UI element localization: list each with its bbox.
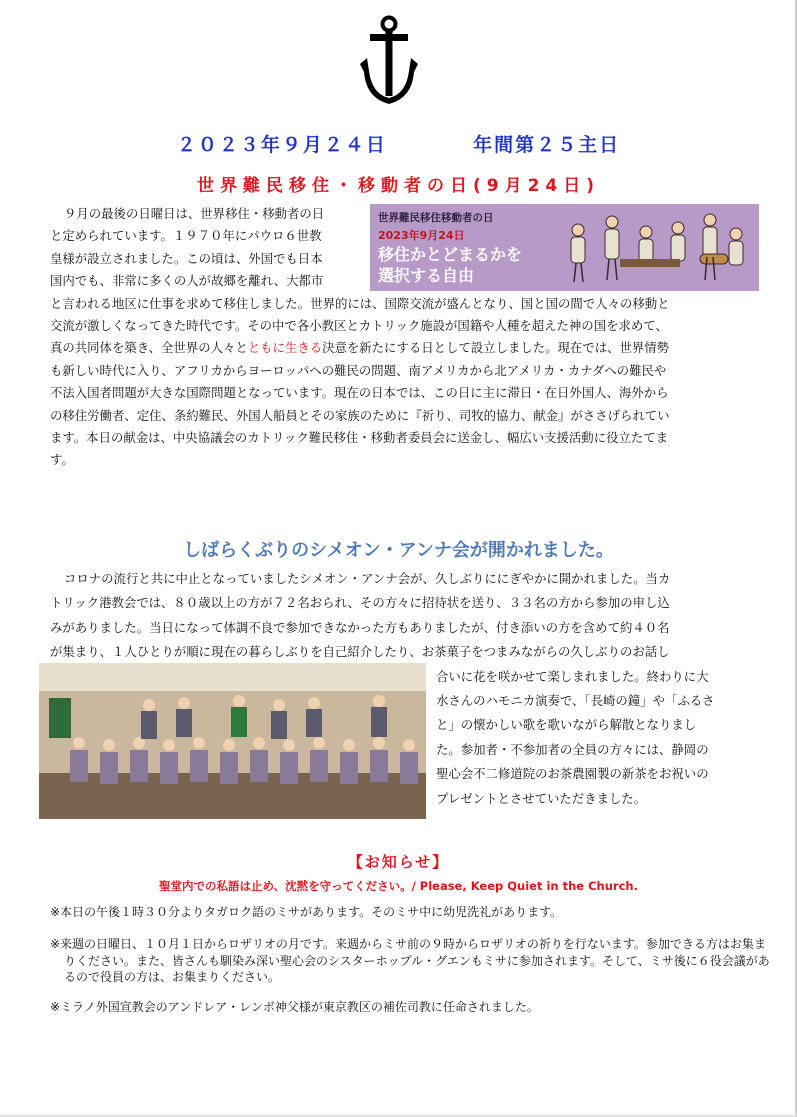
refugee-line-7-end: 決意を新たにする日として設立しました。現在では、世界情勢: [322, 340, 670, 356]
simeon-line-9: 聖心会不二修道院のお茶農園製の新茶をお祝いの: [436, 766, 709, 782]
date-line: [0, 130, 797, 157]
together-highlight: ともに生きる: [247, 340, 323, 356]
refugee-line-11: ます。本日の献金は、中央協議会のカトリック難民移住・移動者委員会に送金し、幅広い支援活動に役立たてま: [50, 430, 669, 445]
banner-slogan-line-1: 移住かとどまるかを: [378, 245, 523, 264]
simeon-line-2: トリック港教会では、８０歳以上の方が７２名おられ、その方々に招待状を送り、３３名の方から参加の申し込: [50, 595, 670, 611]
refugee-line-9: 不法入国者問題が大きな国際問題となっています。現在の日本では、この日に主に滞日・在日外国人、海外から: [50, 385, 669, 401]
refugee-line-5: と言われる地区に仕事を求めて移住しました。世界的には、国際交流が盛んとなり、国と国の間で人々の移動と: [50, 295, 670, 311]
anchor-icon: [356, 14, 422, 106]
banner-illustration: [560, 204, 759, 291]
banner-slogan-line-2: 選択する自由: [378, 266, 475, 285]
event-title: 世界難民移住・移動者の日(9月24日): [196, 176, 601, 196]
simeon-anna-heading: しばらくぶりのシメオン・アンナ会が開かれました。: [183, 540, 614, 561]
simeon-line-1: コロナの流行と共に中止となっていましたシメオン・アンナ会が、久しぶりににぎやかに開かれました。当カ: [64, 571, 671, 586]
simeon-line-7: と」の懐かしい歌を歌いながら解散となりまし: [436, 717, 697, 733]
banner-date: 2023年9月24日: [378, 229, 465, 242]
notice-item-2: ※来週の日曜日、１０月１日からロザリオの月です。来週からミサ前の９時からロザリオの祈りを行ないます。参加できる方はお集まりください。また、皆さんも馴染み深い聖心会のシスターホップル・グエンもミサに参加されます。そして、ミサ後に６役会議があるので役員の方は、お集まりください。: [50, 937, 770, 984]
refugee-line-4: 国内でも、非常に多くの人が故郷を離れ、大都市: [50, 273, 324, 289]
liturgical-sunday: 年間第２５主日: [473, 134, 621, 156]
notices-heading: 【お知らせ】: [347, 853, 450, 871]
notice-item-1: ※本日の午後１時３０分よりタガロク語のミサがあります。そのミサ中に幼児洗礼があります。: [50, 905, 563, 919]
simeon-line-3: みがありました。当日になって体調不良で参加できなかった方もありましたが、付き添いの方を含めて約４０名: [50, 619, 670, 635]
banner-title: 世界難民移住移動者の日: [378, 212, 494, 224]
banner-slogan: [378, 244, 558, 286]
refugee-day-banner: [370, 204, 759, 291]
refugee-line-7-start: 真の共同体を築き、全世界の人々と: [50, 340, 248, 356]
simeon-line-5: 合いに花を咲かせて楽しまれました。終わりに大: [436, 668, 709, 684]
group-photo: [39, 663, 426, 819]
refugee-line-3: 皇様が設立されました。この頃は、外国でも日本: [50, 250, 323, 266]
date: ２０２３年９月２４日: [176, 134, 387, 156]
refugee-line-7: [50, 337, 760, 359]
refugee-line-12: す。: [50, 452, 74, 468]
simeon-line-6: 水さんのハモニカ演奏で、「長崎の鐘」や「ふるさ: [436, 693, 715, 708]
simeon-line-10: プレゼントとさせていただきました。: [436, 790, 647, 806]
refugee-line-1: ９月の最後の日曜日は、世界移住・移動者の日: [64, 206, 325, 221]
refugee-line-6: 交流が激しくなってきた時代です。その中で各小教区とカトリック施設が国籍や人種を超えた神の国を求めて、: [50, 318, 668, 333]
refugee-line-2: と定められています。１９７０年にパウロ６世教: [50, 228, 322, 244]
refugee-line-10: の移住労働者、定住、条約難民、外国人船員とその家族のために『祈り、司牧的協力、献金』がささげられてい: [50, 407, 670, 423]
notice-item-3: ※ミラノ外国宣教会のアンドレア・レンボ神父様が東京教区の補佐司教に任命されました。: [50, 1000, 539, 1014]
refugee-line-8: も新しい時代に入り、アフリカからヨーロッパへの難民の問題、南アメリカから北アメリカ・カナダへの難民や: [50, 362, 667, 378]
simeon-line-8: た。参加者・不参加者の全員の方々には、静岡の: [436, 741, 709, 757]
simeon-line-4: が集まり、１人ひとりが順に現在の暮らしぶりを自己紹介したり、お茶菓子をつまみながらの久しぶりのお話し: [50, 644, 670, 660]
silence-request: 聖堂内での私語は止め、沈黙を守ってください。/ Please, Keep Quiet in the Church.: [159, 879, 638, 893]
